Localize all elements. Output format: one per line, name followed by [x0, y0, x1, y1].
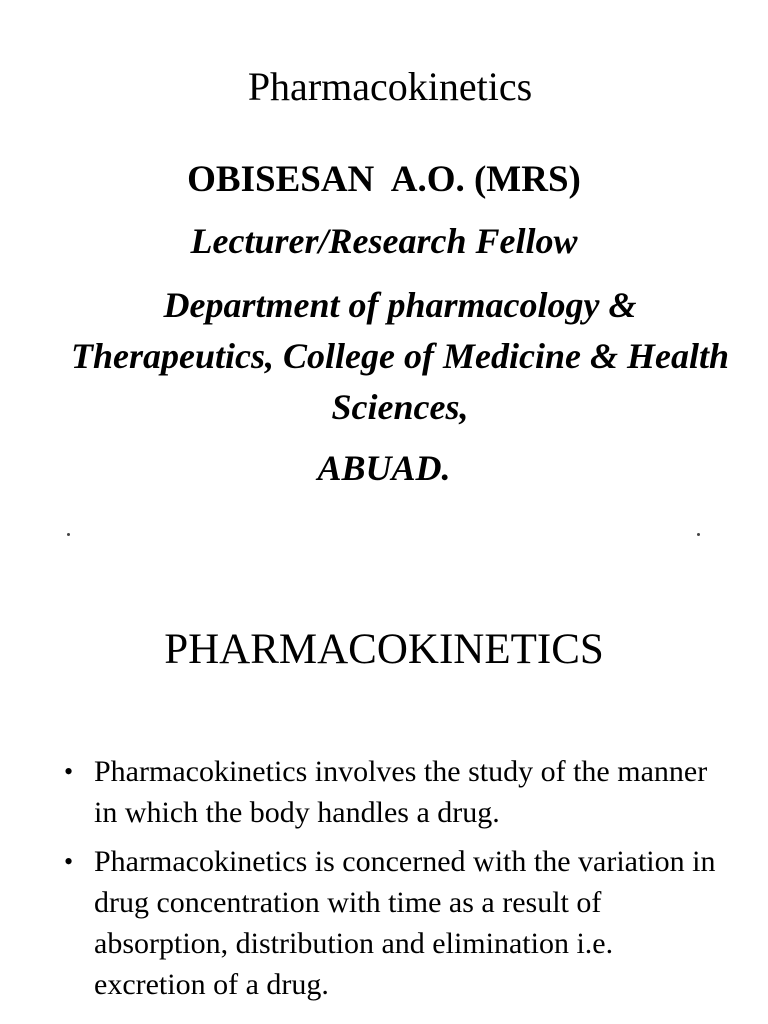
- author-institution: ABUAD.: [317, 448, 451, 488]
- decorative-dot-right: [697, 533, 700, 536]
- content-slide: [0, 560, 768, 1024]
- bullet-icon: •: [64, 847, 74, 876]
- bullet-list: [62, 751, 722, 1013]
- slide-title: Pharmacokinetics: [247, 64, 533, 109]
- bullet-text: Pharmacokinetics involves the study of the manner in which the body handles a drug.: [94, 755, 708, 829]
- bullet-icon: •: [64, 757, 74, 786]
- slide-heading: PHARMACOKINETICS: [164, 626, 604, 673]
- author-role: Lecturer/Research Fellow: [190, 221, 578, 261]
- bullet-item: [62, 751, 722, 833]
- bullet-item: [62, 841, 722, 1005]
- bullet-text: Pharmacokinetics is concerned with the variation in drug concentration with time as a result of absorption, distribution and elimination i.e. excretion of a drug.: [94, 845, 716, 1001]
- decorative-dot-left: [67, 533, 70, 536]
- author-name: OBISESAN A.O. (MRS): [187, 159, 581, 200]
- author-department: Department of pharmacology & Therapeutics, College of Medicine & Health Sciences,: [71, 285, 729, 427]
